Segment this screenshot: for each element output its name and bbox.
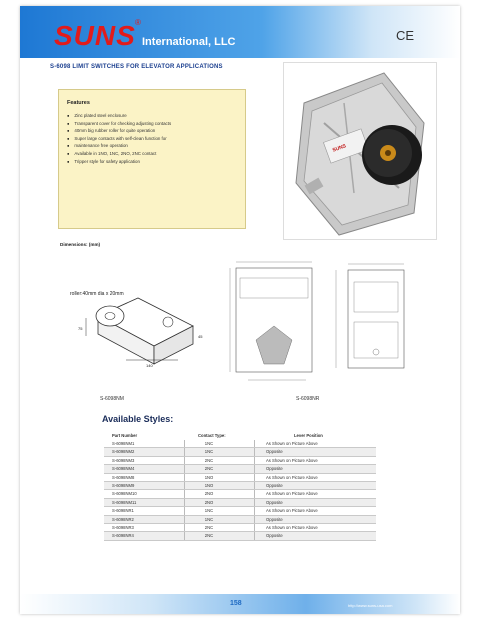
col-lever-position: Lever Position xyxy=(294,433,323,438)
column-divider xyxy=(184,465,185,472)
contact-type: 2NO xyxy=(204,499,214,505)
contact-type: 1NC xyxy=(204,508,214,514)
styles-table xyxy=(104,432,376,541)
column-divider xyxy=(184,457,185,464)
feature-item: ● Available in 1NO, 1NC, 2NO, 2NC contact xyxy=(67,150,171,158)
table-row xyxy=(104,532,376,540)
features-heading: Features xyxy=(67,100,90,106)
contact-type: 2NC xyxy=(204,524,214,530)
lever-position: Opposite xyxy=(266,449,283,455)
lever-position: Opposite xyxy=(266,482,283,488)
table-row xyxy=(104,440,376,448)
table-row xyxy=(104,499,376,507)
feature-item: ● Super large contacts with self-clean function for xyxy=(67,135,171,143)
part-number: S-6098NR1 xyxy=(112,508,134,514)
isometric-drawing xyxy=(68,286,208,368)
column-divider xyxy=(184,499,185,506)
orthographic-drawing-svg xyxy=(226,256,416,388)
column-divider xyxy=(254,448,255,455)
column-divider xyxy=(184,507,185,514)
table-row xyxy=(104,474,376,482)
lever-position: As Shown on Picture Above xyxy=(266,441,318,446)
column-divider xyxy=(254,474,255,481)
table-row xyxy=(104,448,376,456)
contact-type: 2NO xyxy=(204,491,214,497)
contact-type: 1NO xyxy=(204,474,214,480)
column-divider xyxy=(184,516,185,523)
part-number: S-6098NM2 xyxy=(112,449,135,455)
roller-note: roller:40mm dia x 20mm xyxy=(70,291,124,297)
styles-heading: Available Styles: xyxy=(102,414,174,424)
catalog-page xyxy=(20,6,460,614)
dim-height: 75 xyxy=(78,326,83,331)
ce-mark: CE xyxy=(396,28,415,43)
column-divider xyxy=(254,499,255,506)
column-divider xyxy=(254,465,255,472)
part-number: S-6098NM10 xyxy=(112,491,137,497)
lever-position: Opposite xyxy=(266,516,283,522)
column-divider xyxy=(254,524,255,531)
column-divider xyxy=(184,482,185,489)
column-divider xyxy=(254,532,255,539)
part-number: S-6098NM3 xyxy=(112,457,135,463)
dim-length: 140 xyxy=(146,363,153,368)
column-divider xyxy=(184,448,185,455)
table-row xyxy=(104,507,376,515)
contact-type: 1NC xyxy=(204,449,214,455)
column-divider xyxy=(254,516,255,523)
part-number: S-6098NR4 xyxy=(112,533,134,539)
part-number: S-6098NM8 xyxy=(112,474,135,480)
dim-depth: 45 xyxy=(198,334,203,339)
caption-nr: S-6098NR xyxy=(296,396,320,402)
table-row xyxy=(104,490,376,498)
lever-position: As Shown on Picture Above xyxy=(266,508,318,514)
contact-type: 1NO xyxy=(204,482,214,488)
column-divider xyxy=(184,474,185,481)
contact-type: 2NC xyxy=(204,457,214,463)
feature-item: ● maintenance free operation xyxy=(67,142,171,150)
column-divider xyxy=(184,490,185,497)
lever-position: Opposite xyxy=(266,533,283,539)
orthographic-drawing xyxy=(226,256,416,388)
contact-type: 1NC xyxy=(204,516,214,522)
lever-position: As Shown on Picture Above xyxy=(266,524,318,530)
contact-type: 2NC xyxy=(204,466,214,472)
page-title: S-6098 LIMIT SWITCHES FOR ELEVATOR APPLICATIONS xyxy=(50,64,223,70)
part-number: S-6098NM11 xyxy=(112,499,137,505)
photo-brand-label: SUNS xyxy=(331,143,347,154)
caption-nm: S-6098NM xyxy=(100,396,124,402)
dimensions-label: Dimensions: (mm) xyxy=(60,242,101,247)
table-row xyxy=(104,524,376,532)
lever-position: Opposite xyxy=(266,499,283,505)
part-number: S-6098NR2 xyxy=(112,516,134,522)
column-divider xyxy=(184,440,185,447)
product-photo xyxy=(283,62,437,240)
column-divider xyxy=(184,532,185,539)
column-divider xyxy=(254,490,255,497)
table-row xyxy=(104,465,376,473)
lever-position: As Shown on Picture Above xyxy=(266,491,318,497)
registered-mark: ® xyxy=(135,18,141,27)
lever-position: Opposite xyxy=(266,466,283,472)
table-row xyxy=(104,482,376,490)
column-divider xyxy=(184,524,185,531)
feature-item: ● Tripper style for safety application xyxy=(67,158,171,166)
column-divider xyxy=(254,457,255,464)
features-box xyxy=(58,89,246,229)
feature-item: ● Zinc plated steel enclosure xyxy=(67,112,171,120)
part-number: S-6098NM9 xyxy=(112,482,135,488)
table-row xyxy=(104,516,376,524)
table-header xyxy=(104,432,376,440)
part-number: S-6098NM4 xyxy=(112,466,135,472)
part-number: S-6098NM1 xyxy=(112,441,135,446)
lever-position: As Shown on Picture Above xyxy=(266,474,318,480)
suns-logo: SUNS xyxy=(54,20,136,51)
isometric-drawing-svg xyxy=(68,286,208,368)
page-number: 158 xyxy=(230,600,242,607)
company-name: International, LLC xyxy=(142,36,236,48)
col-part-number: Part Number xyxy=(112,433,138,438)
website-link[interactable]: http://www.suns-usa.com xyxy=(348,603,393,608)
contact-type: 2NC xyxy=(204,533,214,539)
feature-item: ● 40mm big rubber roller for quite operation xyxy=(67,127,171,135)
col-contact-type: Contact Type: xyxy=(198,433,226,438)
column-divider xyxy=(254,482,255,489)
lever-position: As Shown on Picture Above xyxy=(266,457,318,463)
part-number: S-6098NR3 xyxy=(112,524,134,530)
contact-type: 1NC xyxy=(204,441,214,446)
column-divider xyxy=(254,440,255,447)
table-row xyxy=(104,457,376,465)
limit-switch-photo xyxy=(284,63,436,239)
features-list xyxy=(67,112,171,165)
column-divider xyxy=(254,507,255,514)
feature-item: ● Transparent cover for checking adjusting contacts xyxy=(67,120,171,128)
